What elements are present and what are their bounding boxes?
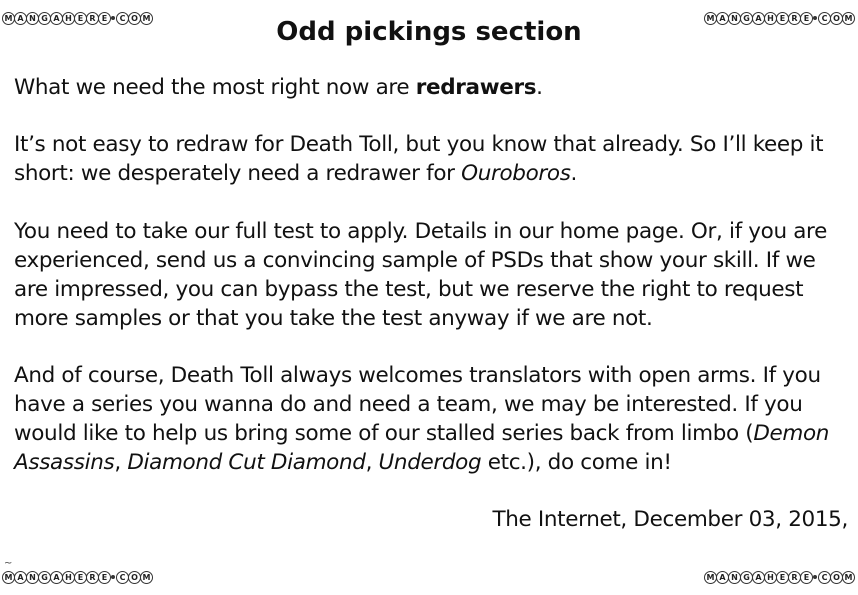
watermark-letter: M — [2, 12, 15, 25]
watermark-letter: A — [50, 12, 63, 25]
watermark-letter: H — [764, 571, 777, 584]
watermark-letter: E — [74, 12, 87, 25]
watermark-letter: M — [842, 12, 855, 25]
series-diamond-cut-diamond: Diamond Cut Diamond — [127, 450, 366, 475]
watermark-letter: A — [50, 571, 63, 584]
watermark-letter: R — [788, 12, 801, 25]
series-ouroboros: Ouroboros — [461, 161, 571, 186]
watermark-letter: E — [98, 12, 111, 25]
watermark-letter: M — [2, 571, 15, 584]
watermark-letter: O — [128, 571, 141, 584]
emphasis-redrawers: redrawers — [415, 75, 537, 100]
watermark-letter: O — [830, 12, 843, 25]
watermark-letter: O — [830, 571, 843, 584]
watermark-letter: E — [74, 571, 87, 584]
watermark-letter: O — [128, 12, 141, 25]
watermark-letter: H — [62, 12, 75, 25]
paragraph-1: What we need the most right now are redrawers. — [14, 75, 543, 100]
watermark-letter: C — [116, 12, 129, 25]
watermark-letter: C — [116, 571, 129, 584]
watermark-letter: E — [776, 571, 789, 584]
paragraph-4: And of course, Death Toll always welcomes translators with open arms. If you have a series you wanna do and need a team, we may be interested. If you would like to help us bring some of our stalled series back from limbo (Demon Assassins, Diamond Cut Diamond, Underdog etc.), do come in! — [14, 363, 830, 475]
watermark-letter: G — [38, 12, 51, 25]
watermark-letter: G — [740, 571, 753, 584]
watermark-letter: A — [716, 571, 729, 584]
watermark-letter: M — [704, 12, 717, 25]
watermark-letter: E — [800, 12, 813, 25]
watermark-letter: M — [704, 571, 717, 584]
paragraph-3: You need to take our full test to apply. Details in our home page. Or, if you are experienced, send us a convincing sample of PSDs that show your skill. If we are impressed, you can bypass the test, but we reserve the right to request more samples or that you take the test anyway if we are not. — [14, 219, 827, 331]
page-title: Odd pickings section — [276, 17, 582, 47]
watermark-letter: M — [140, 12, 153, 25]
watermark-letter: N — [26, 571, 39, 584]
watermark-letter: C — [818, 571, 831, 584]
watermark-letter: H — [764, 12, 777, 25]
watermark-letter: R — [86, 571, 99, 584]
watermark-letter: M — [140, 571, 153, 584]
watermark-letter — [111, 575, 115, 579]
watermark-letter: N — [728, 12, 741, 25]
watermark-letter: A — [716, 12, 729, 25]
watermark-letter: R — [788, 571, 801, 584]
watermark-bottom-left — [2, 568, 152, 586]
watermark-letter: C — [818, 12, 831, 25]
watermark-letter: R — [86, 12, 99, 25]
squiggle-mark: ~ — [4, 558, 13, 569]
watermark-letter: A — [14, 571, 27, 584]
series-underdog: Underdog — [378, 450, 482, 475]
watermark-letter: A — [752, 571, 765, 584]
watermark-letter: G — [38, 571, 51, 584]
watermark-letter: A — [14, 12, 27, 25]
watermark-letter: M — [842, 571, 855, 584]
series-demon-assassins: Demon Assassins — [14, 421, 830, 475]
watermark-letter — [813, 575, 817, 579]
watermark-letter: A — [752, 12, 765, 25]
watermark-letter: H — [62, 571, 75, 584]
watermark-letter: N — [728, 571, 741, 584]
watermark-bottom-right — [704, 568, 854, 586]
watermark-letter: E — [776, 12, 789, 25]
watermark-letter: E — [98, 571, 111, 584]
watermark-letter: E — [800, 571, 813, 584]
signature-line: The Internet, December 03, 2015, — [492, 507, 848, 532]
watermark-letter: N — [26, 12, 39, 25]
watermark-letter: G — [740, 12, 753, 25]
paragraph-2: It’s not easy to redraw for Death Toll, but you know that already. So I’ll keep it short: we desperately need a redrawer for Ouroboros. — [14, 132, 824, 186]
